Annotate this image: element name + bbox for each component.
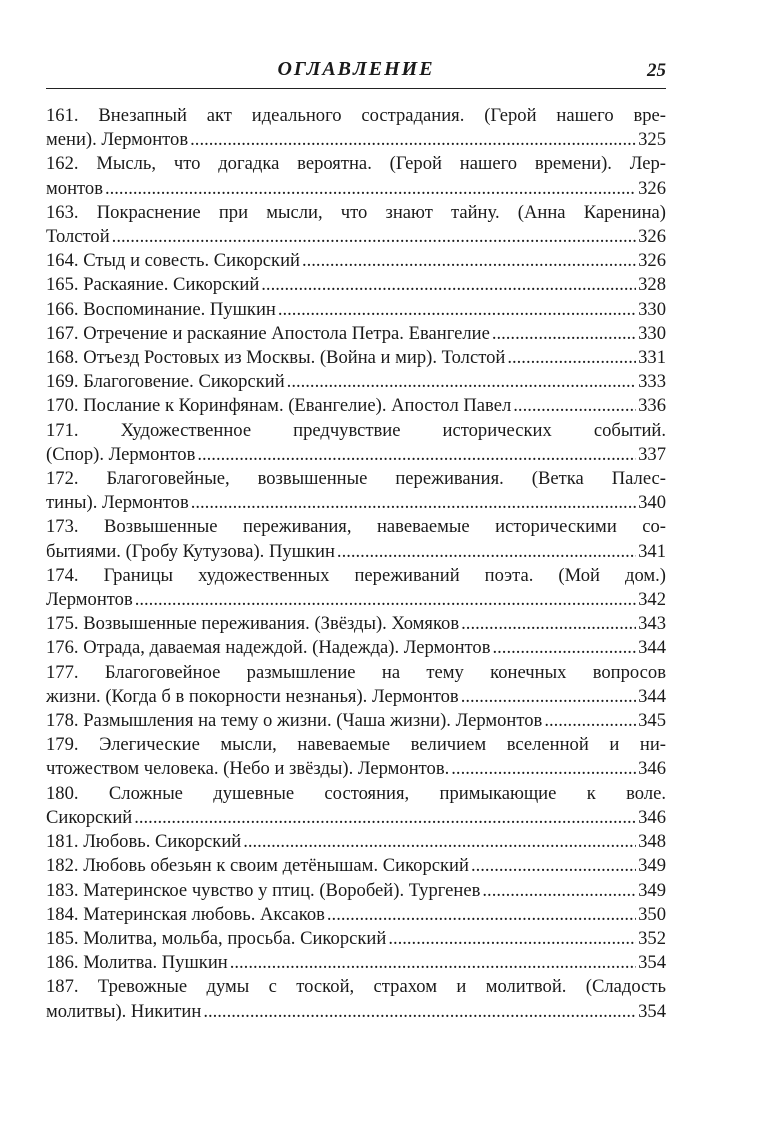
toc-entry-text-line: 187. Тревожные думы с тоской, страхом и молитвой. (Сладость — [46, 976, 666, 998]
toc-entry — [46, 201, 666, 249]
toc-entry-page-number: 342 — [638, 589, 666, 611]
toc-entry-last-line — [46, 298, 666, 322]
toc-entry-title: 170. Послание к Коринфянам. (Евангелие). Апостол Павел — [46, 395, 512, 417]
toc-entry — [46, 951, 666, 975]
toc-entry-page-number: 340 — [638, 492, 666, 514]
toc-entry-page-number: 349 — [638, 879, 666, 901]
toc-entry-last-line — [46, 540, 666, 564]
toc-entry — [46, 346, 666, 370]
toc-entry-title: 186. Молитва. Пушкин — [46, 952, 228, 974]
toc-entry-text-line: 161. Внезапный акт идеального сострадания. (Герой нашего вре- — [46, 105, 666, 126]
toc-entry-title: 165. Раскаяние. Сикорский — [46, 274, 260, 296]
toc-entry — [46, 733, 666, 781]
toc-entry-last-line — [46, 951, 666, 975]
toc-entry-text-line: 177. Благоговейное размышление на тему конечных вопросов — [46, 661, 666, 683]
page-number: 25 — [647, 60, 666, 81]
toc-entry-title: 167. Отречение и раскаяние Апостола Петра. Евангелие — [46, 322, 490, 344]
toc-entry-title: 184. Материнская любовь. Аксаков — [46, 903, 325, 925]
dot-leader — [261, 273, 636, 297]
toc-entry-last-line — [46, 177, 666, 201]
toc-entry-text-line: 163. Покраснение при мысли, что знают тайну. (Анна Каренина) — [46, 201, 666, 223]
dot-leader — [190, 128, 636, 152]
toc-entry-title: 182. Любовь обезьян к своим детёнышам. Сикорский — [46, 855, 469, 877]
toc-entry-last-line — [46, 709, 666, 733]
toc-entry — [46, 467, 666, 515]
dot-leader — [105, 177, 636, 201]
dot-leader — [544, 709, 636, 733]
toc-entry-page-number: 344 — [638, 685, 666, 707]
toc-entry-page-number: 344 — [638, 637, 666, 659]
toc-entry-last-line — [46, 685, 666, 709]
toc-entry-title: 164. Стыд и совесть. Сикорский — [46, 250, 300, 272]
toc-entry-page-number: 333 — [638, 371, 666, 393]
toc-entry-text-line: 179. Элегические мысли, навеваемые величием вселенной и ни- — [46, 734, 666, 756]
toc-entry — [46, 322, 666, 346]
toc-entry-page-number: 326 — [638, 250, 666, 272]
toc-entry-last-line — [46, 757, 666, 781]
toc-entry-title: молитвы). Никитин — [46, 1000, 202, 1022]
dot-leader — [287, 370, 636, 394]
toc-entry — [46, 612, 666, 636]
toc-entry-text-line: 162. Мысль, что догадка вероятна. (Герой нашего времени). Лер- — [46, 153, 666, 175]
toc-entry — [46, 782, 666, 830]
toc-entry-page-number: 345 — [638, 710, 666, 732]
toc-entry-last-line — [46, 273, 666, 297]
toc-entry-text-line: 172. Благоговейные, возвышенные переживания. (Ветка Палес- — [46, 468, 666, 490]
toc-entry-page-number: 331 — [638, 347, 666, 369]
toc-entry-last-line — [46, 491, 666, 515]
toc-entry — [46, 830, 666, 854]
toc-entry-page-number: 336 — [638, 395, 666, 417]
toc-entry-title: (Спор). Лермонтов — [46, 443, 196, 465]
toc-entry-page-number: 341 — [638, 540, 666, 562]
toc-entry — [46, 636, 666, 660]
toc-entry-title: 166. Воспоминание. Пушкин — [46, 298, 276, 320]
dot-leader — [135, 588, 636, 612]
toc-entry — [46, 879, 666, 903]
toc-entry-title: бытиями. (Гробу Кутузова). Пушкин — [46, 540, 335, 562]
dot-leader — [388, 927, 636, 951]
toc-entry-page-number: 346 — [638, 758, 666, 780]
dot-leader — [461, 685, 636, 709]
toc-entry-last-line — [46, 346, 666, 370]
dot-leader — [243, 830, 636, 854]
toc-entry-title: Лермонтов — [46, 589, 133, 611]
dot-leader — [471, 854, 636, 878]
toc-entry-title: тины). Лермонтов — [46, 492, 189, 514]
toc-entry — [46, 298, 666, 322]
toc-entry-last-line — [46, 612, 666, 636]
toc-entry-page-number: 325 — [638, 129, 666, 151]
toc-entry-last-line — [46, 225, 666, 249]
dot-leader — [134, 806, 636, 830]
toc-entry-title: 168. Отъезд Ростовых из Москвы. (Война и мир). Толстой — [46, 347, 506, 369]
toc-entry — [46, 370, 666, 394]
toc-entry-last-line — [46, 394, 666, 418]
toc-entry-last-line — [46, 927, 666, 951]
toc-entry — [46, 419, 666, 467]
toc-entry — [46, 903, 666, 927]
toc-entry-page-number: 337 — [638, 443, 666, 465]
toc-entry — [46, 564, 666, 612]
toc-entry-title: 178. Размышления на тему о жизни. (Чаша жизни). Лермонтов — [46, 710, 543, 732]
dot-leader — [493, 636, 637, 660]
toc-entry — [46, 854, 666, 878]
dot-leader — [513, 394, 636, 418]
dot-leader — [482, 879, 636, 903]
toc-entry-title: 169. Благоговение. Сикорский — [46, 371, 285, 393]
dot-leader — [302, 249, 636, 273]
toc-entry-last-line — [46, 322, 666, 346]
toc-entry-title: 176. Отрада, даваемая надеждой. (Надежда). Лермонтов — [46, 637, 491, 659]
toc-entry-last-line — [46, 249, 666, 273]
dot-leader — [112, 225, 636, 249]
dot-leader — [191, 491, 636, 515]
dot-leader — [337, 540, 636, 564]
dot-leader — [507, 346, 636, 370]
toc-entry-title: жизни. (Когда б в покорности незнанья). Лермонтов — [46, 685, 459, 707]
toc-entry-page-number: 350 — [638, 903, 666, 925]
toc-entry-page-number: 326 — [638, 226, 666, 248]
toc-entry-title: 175. Возвышенные переживания. (Звёзды). Хомяков — [46, 613, 460, 635]
toc-entry — [46, 104, 666, 152]
dot-leader — [203, 1000, 636, 1024]
toc-entry-last-line — [46, 879, 666, 903]
toc-entry-page-number: 354 — [638, 1000, 666, 1022]
toc-entry — [46, 515, 666, 563]
dot-leader — [197, 443, 636, 467]
table-of-contents — [46, 104, 666, 1024]
toc-entry-last-line — [46, 128, 666, 152]
toc-entry-last-line — [46, 854, 666, 878]
toc-entry-last-line — [46, 443, 666, 467]
toc-entry-text-line: 174. Границы художественных переживаний поэта. (Мой дом.) — [46, 564, 666, 586]
dot-leader — [492, 322, 636, 346]
toc-entry — [46, 152, 666, 200]
dot-leader — [230, 951, 636, 975]
toc-entry-last-line — [46, 830, 666, 854]
toc-entry-page-number: 330 — [638, 322, 666, 344]
toc-entry-page-number: 328 — [638, 274, 666, 296]
toc-entry — [46, 927, 666, 951]
toc-entry — [46, 394, 666, 418]
toc-entry-text-line: 171. Художественное предчувствие исторических событий. — [46, 419, 666, 441]
dot-leader — [327, 903, 636, 927]
toc-entry-page-number: 330 — [638, 298, 666, 320]
toc-entry-page-number: 346 — [638, 806, 666, 828]
toc-entry-title: Толстой — [46, 226, 110, 248]
dot-leader — [451, 757, 636, 781]
toc-entry-title: 183. Материнское чувство у птиц. (Воробей). Тургенев — [46, 879, 481, 901]
toc-entry-text-line: 173. Возвышенные переживания, навеваемые историческими со- — [46, 516, 666, 538]
toc-entry-page-number: 349 — [638, 855, 666, 877]
toc-entry-title: 181. Любовь. Сикорский — [46, 831, 242, 853]
toc-entry — [46, 709, 666, 733]
toc-entry — [46, 975, 666, 1023]
toc-entry — [46, 273, 666, 297]
toc-entry — [46, 661, 666, 709]
toc-entry-last-line — [46, 370, 666, 394]
toc-entry-last-line — [46, 806, 666, 830]
toc-entry-last-line — [46, 588, 666, 612]
toc-entry-page-number: 348 — [638, 831, 666, 853]
dot-leader — [278, 298, 636, 322]
toc-entry-page-number: 354 — [638, 952, 666, 974]
toc-entry-title: мени). Лермонтов — [46, 129, 189, 151]
toc-entry — [46, 249, 666, 273]
toc-entry-last-line — [46, 903, 666, 927]
toc-entry-title: Сикорский — [46, 806, 133, 828]
page-title: ОГЛАВЛЕНИЕ — [277, 58, 435, 80]
toc-entry-last-line — [46, 1000, 666, 1024]
page-header — [46, 52, 666, 89]
toc-entry-text-line: 180. Сложные душевные состояния, примыкающие к воле. — [46, 782, 666, 804]
toc-entry-last-line — [46, 636, 666, 660]
toc-entry-page-number: 343 — [638, 613, 666, 635]
toc-entry-title: чтожеством человека. (Небо и звёзды). Лермонтов. — [46, 758, 450, 780]
toc-entry-title: монтов — [46, 177, 103, 199]
toc-entry-page-number: 326 — [638, 177, 666, 199]
toc-entry-page-number: 352 — [638, 927, 666, 949]
dot-leader — [461, 612, 636, 636]
toc-entry-title: 185. Молитва, мольба, просьба. Сикорский — [46, 927, 387, 949]
